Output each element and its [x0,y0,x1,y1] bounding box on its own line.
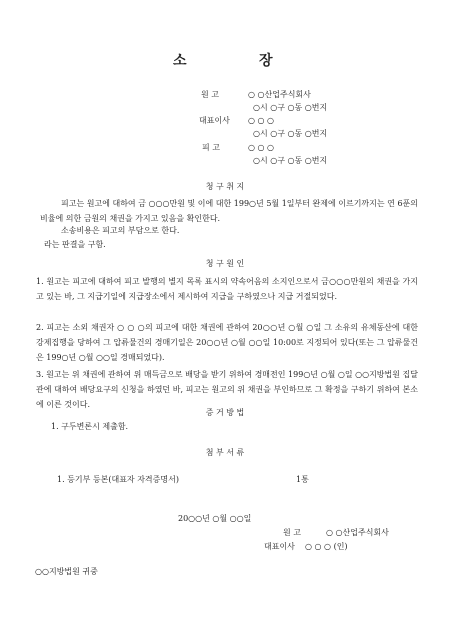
signature-representative-name: ○ ○ ○ (인) [305,542,348,551]
document-date: 20○○년 ○월 ○○일 [178,514,252,523]
plaintiff-address: ○시 ○구 ○동 ○번지 [253,103,328,112]
defendant-label: 피 고 [202,143,220,152]
representative-label: 대표이사 [199,116,230,125]
claim-paragraph-3: 라는 판결을 구함. [44,240,106,249]
signature-plaintiff-name: ○ ○산업주식회사 [326,528,389,537]
defendant-address: ○시 ○구 ○동 ○번지 [253,156,328,165]
document-title-right: 장 [259,53,273,69]
signature-plaintiff-label: 원 고 [283,528,301,537]
claim-paragraph-1: 피고는 원고에 대하여 금 ○○○만원 및 이에 대한 199○년 5월 1일부터 완제에 이르기까지는 연 6푼의 비율에 의한 금원의 채권을 가지고 있음을 확인한다. [40,199,418,223]
plaintiff-name: ○ ○산업주식회사 [248,90,311,99]
claim-heading: 청 구 취 지 [205,182,245,191]
cause-item: 2. 피고는 소외 채권자 ○ ○ ○의 피고에 대한 채권에 관하여 20○○년 ○월 ○일 그 소유의 유체동산에 대한 강제집행을 당하여 그 압류물건의 경매기일은 20○○년 ○월 ○○일 10:00로 지정되어 있다(또는 그 압류물건은 199○년 ○월 ○○일 경매되었다). [36,323,418,362]
court-recipient: ○○지방법원 귀중 [35,567,98,576]
representative-name: ○ ○ ○ [248,116,275,125]
attachment-count: 1통 [296,475,309,484]
attachments-heading: 첨 부 서 류 [205,448,245,457]
cause-item: 3. 원고는 위 채권에 관하여 위 매득금으로 배당을 받기 위하여 경매전인 199○년 ○월 ○일 ○○지방법원 집달관에 대하여 배당요구의 신청을 하였던 바, 피고는 원고의 위 채권을 부인하므로 그 확정을 구하기 위하여 본소에 이른 것이다. [36,370,418,409]
evidence-heading: 증 거 방 법 [205,408,245,417]
evidence-item: 1. 구두변론시 제출함. [51,422,129,431]
attachment-item: 1. 등기부 등본(대표자 자격증명서) [57,475,179,484]
defendant-name: ○ ○ ○ [248,143,275,152]
claim-paragraph-2: 소송비용은 피고의 부담으로 한다. [61,226,180,235]
representative-address: ○시 ○구 ○동 ○번지 [253,129,328,138]
plaintiff-label: 원 고 [201,90,219,99]
cause-item: 1. 원고는 피고에 대하여 피고 발행의 별지 목록 표시의 약속어음의 소지인으로서 금○○○만원의 채권을 가지고 있는 바, 그 지급기일에 지급장소에서 제시하여 지급을 구하였으나 지급 거절되었다. [36,277,418,301]
signature-representative-label: 대표이사 [264,542,295,551]
document-title-left: 소 [173,53,187,69]
cause-heading: 청 구 원 인 [205,259,245,268]
